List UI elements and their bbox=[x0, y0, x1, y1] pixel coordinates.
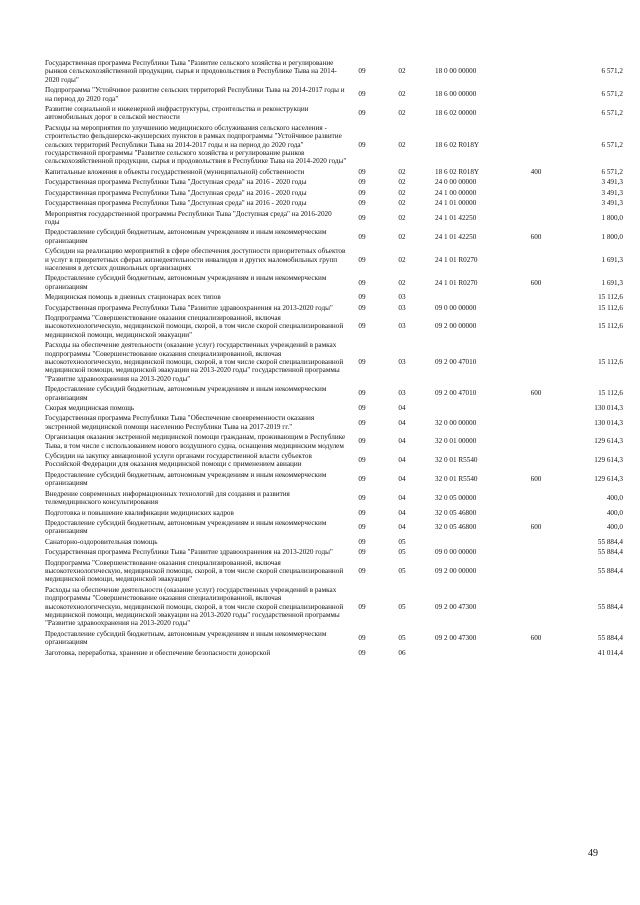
row-target-code bbox=[427, 648, 517, 658]
row-section: 09 bbox=[358, 232, 366, 241]
row-amount: 3 491,3 bbox=[601, 178, 623, 187]
row-expense-type bbox=[517, 188, 555, 198]
row-name: Предоставление субсидий бюджетным, автономным учреждениям и иным некоммерческим организациям bbox=[45, 470, 327, 488]
row-name: Предоставление субсидий бюджетным, автономным учреждениям и иным некоммерческим организациям bbox=[45, 518, 327, 536]
row-name: Субсидии на закупку авиационной услуги органами государственной власти субъектов Российской Федерации для оказания медицинской помощи с применением авиации bbox=[45, 452, 312, 469]
row-subsection: 04 bbox=[398, 508, 406, 517]
row-expense-type bbox=[517, 246, 555, 273]
row-section: 09 bbox=[358, 188, 366, 197]
budget-table bbox=[45, 58, 623, 658]
row-name: Государственная программа Республики Тыва "Развитие сельского хозяйства и регулирование рынков сельскохозяйственной продукции, сырья и продовольствия в Республике Тыва на 2014-2020 годы" bbox=[45, 59, 337, 84]
row-amount: 129 614,3 bbox=[594, 456, 623, 465]
row-expense-type bbox=[517, 508, 555, 518]
row-amount: 1 800,0 bbox=[601, 232, 623, 241]
row-name: Государственная программа Республики Тыва "Доступная среда" на 2016 - 2020 годы bbox=[45, 188, 307, 197]
row-section: 09 bbox=[358, 475, 366, 484]
row-subsection: 04 bbox=[398, 404, 406, 413]
row-amount: 15 112,6 bbox=[598, 358, 623, 366]
table-row bbox=[45, 585, 623, 629]
row-expense-type bbox=[517, 558, 555, 585]
row-section: 09 bbox=[358, 548, 366, 557]
row-expense-type bbox=[517, 292, 555, 302]
table-row bbox=[45, 104, 623, 123]
row-subsection: 02 bbox=[398, 67, 406, 76]
row-amount: 1 800,0 bbox=[601, 213, 623, 222]
row-target-code: 18 6 02 R018Y bbox=[435, 140, 480, 149]
table-row bbox=[45, 489, 623, 508]
row-subsection: 02 bbox=[398, 90, 406, 99]
table-row bbox=[45, 198, 623, 208]
row-target-code bbox=[427, 292, 517, 302]
row-target-code: 18 0 00 00000 bbox=[435, 67, 477, 76]
row-amount: 1 691,3 bbox=[601, 255, 623, 264]
row-target-code: 09 2 00 00000 bbox=[435, 566, 477, 575]
row-subsection: 03 bbox=[398, 389, 406, 398]
row-subsection: 03 bbox=[398, 322, 406, 331]
row-target-code: 32 0 05 00000 bbox=[435, 493, 477, 502]
row-section: 09 bbox=[358, 167, 366, 176]
row-subsection: 03 bbox=[398, 293, 406, 302]
row-section: 09 bbox=[358, 523, 366, 532]
row-name: Государственная программа Республики Тыва "Развитие здравоохранения на 2013-2020 годы" bbox=[45, 548, 333, 557]
row-subsection: 04 bbox=[398, 456, 406, 465]
row-target-code: 09 2 00 00000 bbox=[435, 322, 477, 331]
row-subsection: 04 bbox=[398, 523, 406, 532]
row-target-code: 32 0 00 00000 bbox=[435, 418, 477, 427]
row-subsection: 06 bbox=[398, 648, 406, 657]
table-row bbox=[45, 403, 623, 413]
row-target-code: 24 0 00 00000 bbox=[435, 178, 477, 187]
row-section: 09 bbox=[358, 213, 366, 222]
row-target-code: 24 1 01 R0270 bbox=[435, 278, 478, 287]
row-amount: 6 571,2 bbox=[601, 140, 623, 149]
row-name: Расходы на обеспечение деятельности (оказание услуг) государственных учреждений в рамках подпрограммы "Совершенствование оказания специализированной, включая высокотехнологическую, медицинской помощи, скорой, в том числе скорой специализированной медицинской помощи, медицинской эвакуации на 2013-2020 годы" государственной программы "Развитие здравоохранения на 2013-2020 годы" bbox=[45, 585, 344, 628]
row-subsection: 02 bbox=[398, 167, 406, 176]
row-target-code: 09 2 00 47010 bbox=[435, 358, 477, 366]
row-subsection: 05 bbox=[398, 566, 406, 575]
row-section: 09 bbox=[358, 456, 366, 465]
row-name: Заготовка, переработка, хранение и обеспечение безопасности донорской bbox=[45, 648, 271, 657]
row-expense-type bbox=[517, 585, 555, 629]
row-expense-type bbox=[517, 177, 555, 187]
table-row bbox=[45, 537, 623, 547]
row-expense-type bbox=[517, 451, 555, 470]
table-row bbox=[45, 227, 623, 246]
row-expense-type: 600 bbox=[530, 232, 542, 241]
row-section: 09 bbox=[358, 493, 366, 502]
row-amount: 55 884,4 bbox=[597, 566, 623, 575]
row-subsection: 03 bbox=[398, 303, 406, 312]
row-amount: 400,0 bbox=[606, 523, 623, 532]
row-section: 09 bbox=[358, 199, 366, 208]
table-row bbox=[45, 58, 623, 85]
row-expense-type bbox=[517, 58, 555, 85]
table-row bbox=[45, 470, 623, 489]
row-target-code bbox=[427, 403, 517, 413]
row-subsection: 02 bbox=[398, 188, 406, 197]
row-name: Скорая медицинская помощь bbox=[45, 404, 135, 413]
row-section: 09 bbox=[358, 322, 366, 331]
row-amount: 6 571,2 bbox=[601, 90, 623, 99]
row-subsection: 02 bbox=[398, 140, 406, 149]
row-section: 09 bbox=[358, 140, 366, 149]
row-name: Государственная программа Республики Тыва "Доступная среда" на 2016 - 2020 годы bbox=[45, 178, 307, 187]
row-amount: 55 884,4 bbox=[597, 548, 623, 557]
row-subsection: 03 bbox=[398, 358, 406, 366]
row-section: 09 bbox=[358, 633, 366, 642]
row-amount: 1 691,3 bbox=[601, 278, 623, 287]
row-amount: 15 112,6 bbox=[598, 389, 623, 398]
row-subsection: 02 bbox=[398, 109, 406, 118]
row-section: 09 bbox=[358, 303, 366, 312]
row-subsection: 05 bbox=[398, 537, 406, 546]
row-target-code: 32 0 05 46800 bbox=[435, 508, 477, 517]
row-expense-type bbox=[517, 648, 555, 658]
row-subsection: 05 bbox=[398, 633, 406, 642]
row-amount: 129 614,3 bbox=[594, 437, 623, 446]
row-section: 09 bbox=[358, 648, 366, 657]
row-target-code: 09 2 00 47010 bbox=[435, 389, 477, 398]
row-section: 09 bbox=[358, 437, 366, 446]
row-target-code: 09 0 00 00000 bbox=[435, 548, 477, 557]
row-name: Мероприятия государственной программы Республики Тыва "Доступная среда" на 2016-2020 годы bbox=[45, 209, 332, 226]
table-row bbox=[45, 292, 623, 302]
row-subsection: 02 bbox=[398, 278, 406, 287]
table-row bbox=[45, 629, 623, 648]
row-expense-type bbox=[517, 489, 555, 508]
row-name: Предоставление субсидий бюджетным, автономным учреждениям и иным некоммерческим организациям bbox=[45, 274, 327, 291]
row-section: 09 bbox=[358, 178, 366, 187]
row-target-code: 24 1 01 42250 bbox=[435, 213, 477, 222]
row-name: Развитие социальной и инженерной инфраструктуры, строительства и реконструкции автомобильных дорог в сельской местности bbox=[45, 105, 309, 122]
table-row bbox=[45, 547, 623, 557]
row-target-code: 24 1 01 00000 bbox=[435, 199, 477, 208]
row-section: 09 bbox=[358, 67, 366, 76]
row-expense-type: 400 bbox=[530, 167, 542, 176]
row-amount: 129 614,3 bbox=[594, 475, 623, 484]
row-expense-type bbox=[517, 413, 555, 432]
row-section: 09 bbox=[358, 508, 366, 517]
table-row bbox=[45, 123, 623, 167]
row-name: Расходы на обеспечение деятельности (оказание услуг) государственных учреждений в рамках подпрограммы "Совершенствование оказания специализированной, включая высокотехнологическую, медицинской помощи, скорой, в том числе скорой специализированной медицинской помощи, медицинской эвакуации на 2013-2020 годы" государственной программы "Развитие здравоохранения на 2013-2020 годы" bbox=[45, 341, 344, 383]
row-amount: 55 884,4 bbox=[597, 537, 623, 546]
table-row bbox=[45, 558, 623, 585]
row-section: 09 bbox=[358, 278, 366, 287]
row-name: Государственная программа Республики Тыва "Обеспечение своевременности оказания экстренной медицинской помощи населению Республики Тыва на 2017-2019 гг." bbox=[45, 414, 315, 431]
row-amount: 6 571,2 bbox=[601, 109, 623, 118]
row-target-code: 09 0 00 00000 bbox=[435, 303, 477, 312]
row-target-code: 24 1 00 00000 bbox=[435, 188, 477, 197]
row-section: 09 bbox=[358, 418, 366, 427]
row-name: Субсидии на реализацию мероприятий в сфере обеспечения доступности приоритетных объектов и услуг в приоритетных сферах жизнедеятельности инвалидов и других маломобильных групп населения в детских дошкольных организациях bbox=[45, 247, 346, 272]
row-expense-type bbox=[517, 340, 555, 384]
row-amount: 3 491,3 bbox=[601, 188, 623, 197]
table-row bbox=[45, 340, 623, 384]
table-row bbox=[45, 451, 623, 470]
row-section: 09 bbox=[358, 255, 366, 264]
row-subsection: 04 bbox=[398, 493, 406, 502]
row-expense-type: 600 bbox=[530, 389, 542, 398]
row-subsection: 02 bbox=[398, 213, 406, 222]
table-row bbox=[45, 209, 623, 228]
row-target-code: 18 6 00 00000 bbox=[435, 90, 477, 99]
row-amount: 130 014,3 bbox=[594, 418, 623, 427]
page-number: 49 bbox=[588, 848, 598, 859]
row-subsection: 04 bbox=[398, 475, 406, 484]
row-expense-type bbox=[517, 537, 555, 547]
table-row bbox=[45, 384, 623, 403]
table-row bbox=[45, 518, 623, 537]
row-expense-type: 600 bbox=[530, 278, 542, 287]
row-subsection: 02 bbox=[398, 199, 406, 208]
row-amount: 400,0 bbox=[606, 508, 623, 517]
table-row bbox=[45, 303, 623, 313]
row-expense-type bbox=[517, 432, 555, 451]
row-name: Предоставление субсидий бюджетным, автономным учреждениям и иным некоммерческим организациям bbox=[45, 629, 327, 647]
row-expense-type bbox=[517, 547, 555, 557]
row-section: 09 bbox=[358, 293, 366, 302]
row-amount: 55 884,4 bbox=[597, 633, 623, 642]
row-section: 09 bbox=[358, 358, 366, 366]
row-target-code: 18 6 02 00000 bbox=[435, 109, 477, 118]
row-expense-type: 600 bbox=[530, 475, 542, 484]
table-row bbox=[45, 313, 623, 340]
table-row bbox=[45, 432, 623, 451]
row-subsection: 04 bbox=[398, 418, 406, 427]
row-target-code: 09 2 00 47300 bbox=[435, 602, 477, 611]
row-target-code: 18 6 02 R018Y bbox=[435, 167, 480, 176]
table-row bbox=[45, 273, 623, 292]
table-body bbox=[45, 58, 623, 658]
row-expense-type bbox=[517, 123, 555, 167]
row-expense-type bbox=[517, 85, 555, 104]
row-subsection: 04 bbox=[398, 437, 406, 446]
row-amount: 41 014,4 bbox=[597, 648, 623, 657]
table-row bbox=[45, 508, 623, 518]
table-row bbox=[45, 177, 623, 187]
row-target-code: 09 2 00 47300 bbox=[435, 633, 477, 642]
row-expense-type bbox=[517, 104, 555, 123]
row-name: Подпрограмма "Совершенствование оказания специализированной, включая высокотехнологическую, медицинской помощи, скорой, в том числе скорой специализированной медицинской помощи, медицинской эвакуации" bbox=[45, 313, 344, 339]
row-amount: 15 112,6 bbox=[598, 293, 623, 302]
row-subsection: 02 bbox=[398, 232, 406, 241]
row-amount: 15 112,6 bbox=[598, 322, 623, 331]
row-section: 09 bbox=[358, 404, 366, 413]
row-target-code: 24 1 01 42250 bbox=[435, 232, 477, 241]
row-section: 09 bbox=[358, 90, 366, 99]
table-row bbox=[45, 413, 623, 432]
row-subsection: 05 bbox=[398, 602, 406, 611]
row-expense-type bbox=[517, 198, 555, 208]
row-name: Подготовка и повышение квалификации медицинских кадров bbox=[45, 508, 234, 517]
row-expense-type bbox=[517, 209, 555, 228]
row-section: 09 bbox=[358, 602, 366, 611]
row-name: Организация оказания экстренной медицинской помощи гражданам, проживающим в Республике Тыва, в том числе с использованием нового воздушного судна, оснащения медицинским модулем bbox=[45, 433, 346, 450]
row-target-code: 24 1 01 R0270 bbox=[435, 255, 478, 264]
row-name: Предоставление субсидий бюджетным, автономным учреждениям и иным некоммерческим организациям bbox=[45, 228, 327, 245]
row-name: Государственная программа Республики Тыва "Доступная среда" на 2016 - 2020 годы bbox=[45, 199, 307, 208]
table-row bbox=[45, 188, 623, 198]
row-amount: 15 112,6 bbox=[598, 303, 623, 312]
row-amount: 6 571,2 bbox=[601, 167, 623, 176]
row-expense-type bbox=[517, 313, 555, 340]
row-target-code: 32 0 01 R5540 bbox=[435, 475, 478, 484]
row-target-code: 32 0 01 R5540 bbox=[435, 456, 478, 465]
row-name: Расходы на мероприятия по улучшению медицинского обслуживания сельского населения - строительство фельдшерско-акушерских пунктов в рамках подпрограммы "Устойчивое развитие сельских территорий Республики Тыва на 2014-2017 годы и на период до 2020 года" государственной программы "Развитие сельского хозяйства и регулирование рынков сельскохозяйственной продукции, сырья и продовольствия в Республике Тыва на 2014-2020 годы" bbox=[45, 123, 347, 166]
row-target-code bbox=[427, 537, 517, 547]
row-subsection: 02 bbox=[398, 255, 406, 264]
row-name: Капитальные вложения в объекты государственной (муниципальной) собственности bbox=[45, 167, 305, 176]
row-section: 09 bbox=[358, 537, 366, 546]
table-row bbox=[45, 648, 623, 658]
row-name: Предоставление субсидий бюджетным, автономным учреждениям и иным некоммерческим организациям bbox=[45, 385, 327, 402]
row-expense-type bbox=[517, 303, 555, 313]
row-expense-type: 600 bbox=[530, 523, 542, 532]
row-name: Подпрограмма "Устойчивое развитие сельских территорий Республики Тыва на 2014-2017 годы и на период до 2020 года" bbox=[45, 86, 345, 103]
row-name: Медицинская помощь в дневных стационарах всех типов bbox=[45, 293, 221, 302]
table-row bbox=[45, 167, 623, 177]
row-target-code: 32 0 05 46800 bbox=[435, 523, 477, 532]
row-expense-type bbox=[517, 403, 555, 413]
row-target-code: 32 0 01 00000 bbox=[435, 437, 477, 446]
row-expense-type: 600 bbox=[530, 633, 542, 642]
row-amount: 55 884,4 bbox=[597, 602, 623, 611]
row-amount: 130 014,3 bbox=[594, 404, 623, 413]
table-row bbox=[45, 85, 623, 104]
row-subsection: 02 bbox=[398, 178, 406, 187]
row-name: Санаторно-оздоровительная помощь bbox=[45, 537, 158, 546]
row-amount: 400,0 bbox=[606, 493, 623, 502]
row-section: 09 bbox=[358, 389, 366, 398]
table-row bbox=[45, 246, 623, 273]
row-section: 09 bbox=[358, 109, 366, 118]
row-name: Подпрограмма "Совершенствование оказания специализированной, включая высокотехнологическую, медицинской помощи, скорой, в том числе скорой специализированной медицинской помощи, медицинской эвакуации" bbox=[45, 558, 344, 584]
row-name: Внедрение современных информационных технологий для создания и развития телемедицинского консультирования bbox=[45, 489, 290, 507]
row-section: 09 bbox=[358, 566, 366, 575]
row-subsection: 05 bbox=[398, 548, 406, 557]
row-name: Государственная программа Республики Тыва "Развитие здравоохранения на 2013-2020 годы" bbox=[45, 303, 333, 312]
row-amount: 6 571,2 bbox=[601, 67, 623, 76]
row-amount: 3 491,3 bbox=[601, 199, 623, 208]
